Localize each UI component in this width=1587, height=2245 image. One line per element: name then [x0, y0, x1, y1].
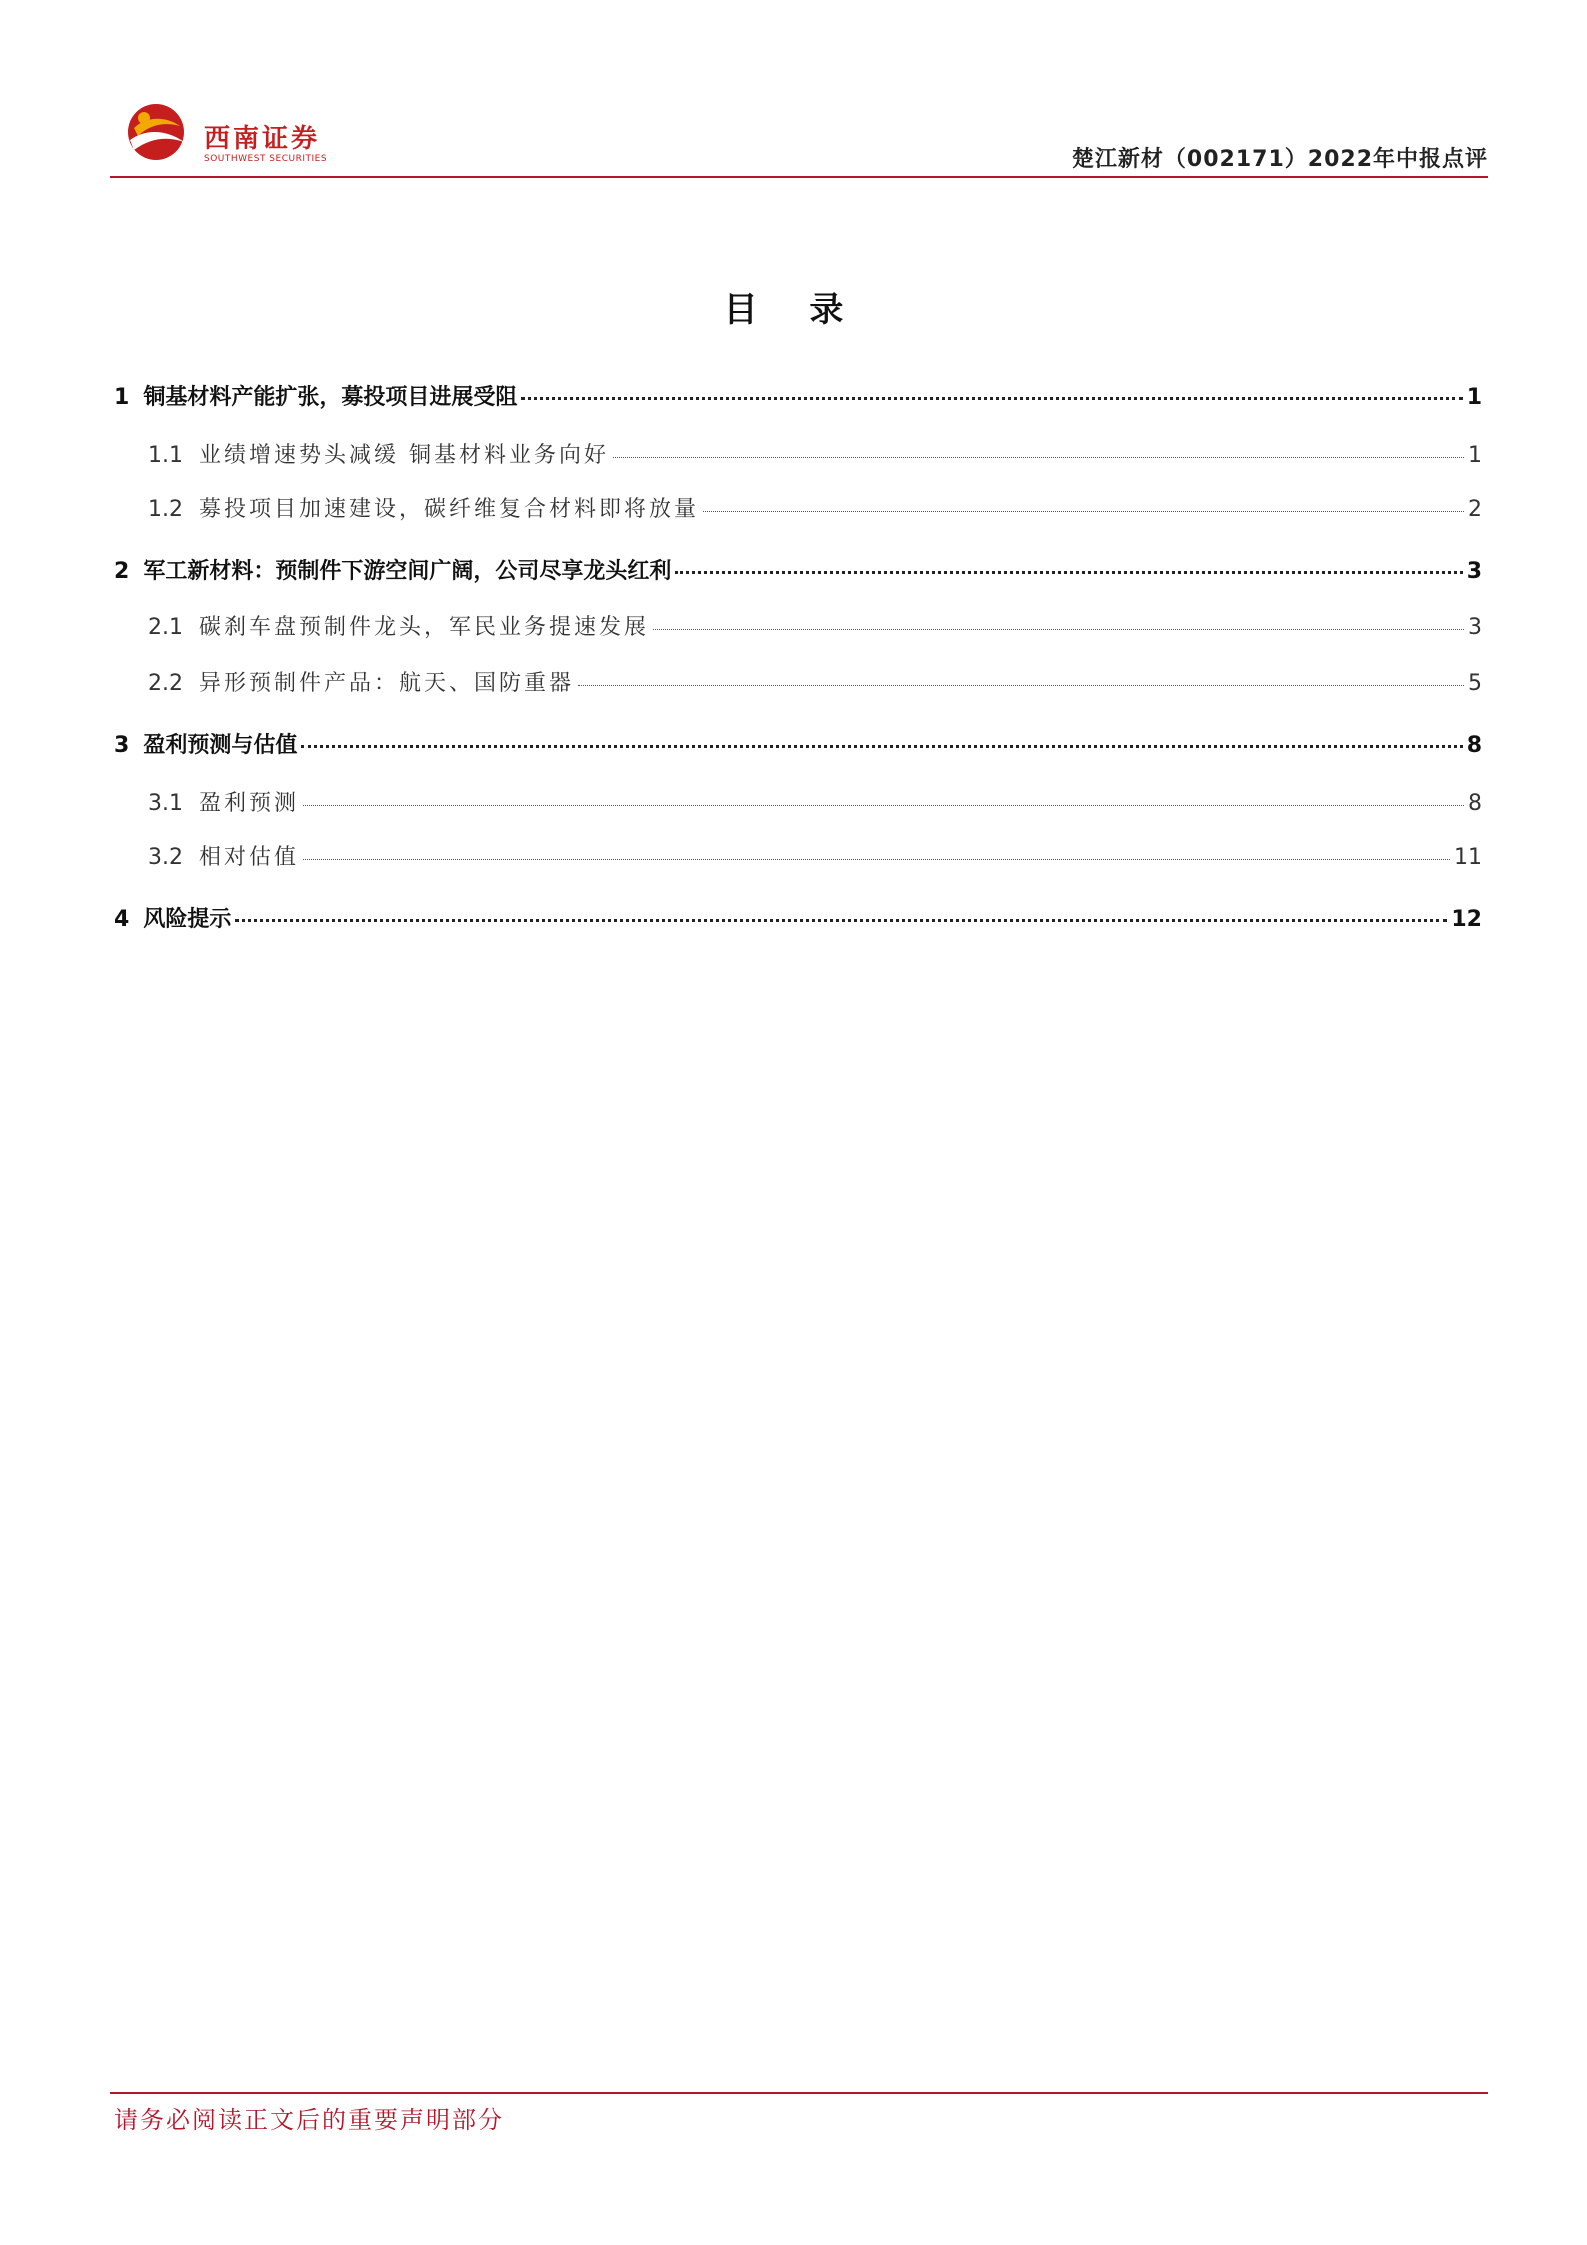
- dot-leader: [521, 397, 1462, 400]
- toc-text: 募投项目加速建设，碳纤维复合材料即将放量: [199, 497, 700, 522]
- dot-leader: [303, 859, 1450, 860]
- toc-text: 风险提示: [143, 907, 232, 932]
- toc-number: 3.2: [148, 845, 183, 870]
- toc-entry-1-2[interactable]: [114, 492, 1482, 523]
- toc-entry-2[interactable]: [114, 554, 1482, 585]
- header-divider: [110, 176, 1488, 178]
- toc-number: 1.2: [148, 497, 183, 522]
- toc-entry-1[interactable]: [114, 380, 1482, 411]
- dot-leader: [675, 571, 1462, 574]
- toc-page: 3: [1466, 559, 1482, 584]
- toc-page: 1: [1466, 385, 1482, 410]
- toc-number: 2: [114, 559, 130, 584]
- toc-number: 2.1: [148, 615, 183, 640]
- dot-leader: [613, 457, 1464, 458]
- toc-text: 铜基材料产能扩张，募投项目进展受阻: [143, 385, 518, 410]
- toc-text: 盈利预测与估值: [143, 733, 298, 758]
- toc-number: 3: [114, 733, 130, 758]
- logo-subtext: SOUTHWEST SECURITIES: [204, 154, 328, 164]
- toc-entry-3-1[interactable]: [114, 786, 1482, 817]
- logo-emblem-icon: [120, 98, 196, 168]
- toc-entry-3[interactable]: [114, 728, 1482, 759]
- company-logo: [120, 98, 330, 168]
- toc-number: 4: [114, 907, 130, 932]
- toc-entry-2-1[interactable]: [114, 610, 1482, 641]
- toc-heading: 目 录: [723, 290, 864, 330]
- dot-leader: [703, 511, 1464, 512]
- logo-text: 西南证券: [204, 124, 321, 154]
- footer-notice: 请务必阅读正文后的重要声明部分: [114, 2106, 504, 2134]
- toc-text: 相对估值: [199, 845, 300, 870]
- toc-page: 8: [1468, 791, 1482, 816]
- toc-number: 3.1: [148, 791, 183, 816]
- toc-number: 2.2: [148, 671, 183, 696]
- toc-page: 11: [1454, 845, 1482, 870]
- dot-leader: [301, 745, 1462, 748]
- toc-text: 异形预制件产品：航天、国防重器: [199, 671, 575, 696]
- footer-divider: [110, 2092, 1488, 2094]
- dot-leader: [235, 919, 1447, 922]
- toc-page: 5: [1468, 671, 1482, 696]
- toc-page: 2: [1468, 497, 1482, 522]
- toc-entry-2-2[interactable]: [114, 666, 1482, 697]
- dot-leader: [653, 629, 1464, 630]
- toc-page: 8: [1466, 733, 1482, 758]
- toc-text: 军工新材料：预制件下游空间广阔，公司尽享龙头红利: [143, 559, 672, 584]
- report-title: 楚江新材（002171）2022年中报点评: [1071, 147, 1488, 172]
- toc-number: 1: [114, 385, 130, 410]
- toc-page: 12: [1451, 907, 1482, 932]
- page-header: [110, 90, 1488, 176]
- toc-number: 1.1: [148, 443, 183, 468]
- toc-text: 碳刹车盘预制件龙头，军民业务提速发展: [199, 615, 650, 640]
- toc-page: 1: [1468, 443, 1482, 468]
- dot-leader: [303, 805, 1464, 806]
- dot-leader: [578, 685, 1464, 686]
- toc-entry-4[interactable]: [114, 902, 1482, 933]
- toc-entry-3-2[interactable]: [114, 840, 1482, 871]
- toc-text: 盈利预测: [199, 791, 300, 816]
- toc-entry-1-1[interactable]: [114, 438, 1482, 469]
- toc-page: 3: [1468, 615, 1482, 640]
- toc-text: 业绩增速势头减缓 铜基材料业务向好: [199, 443, 609, 468]
